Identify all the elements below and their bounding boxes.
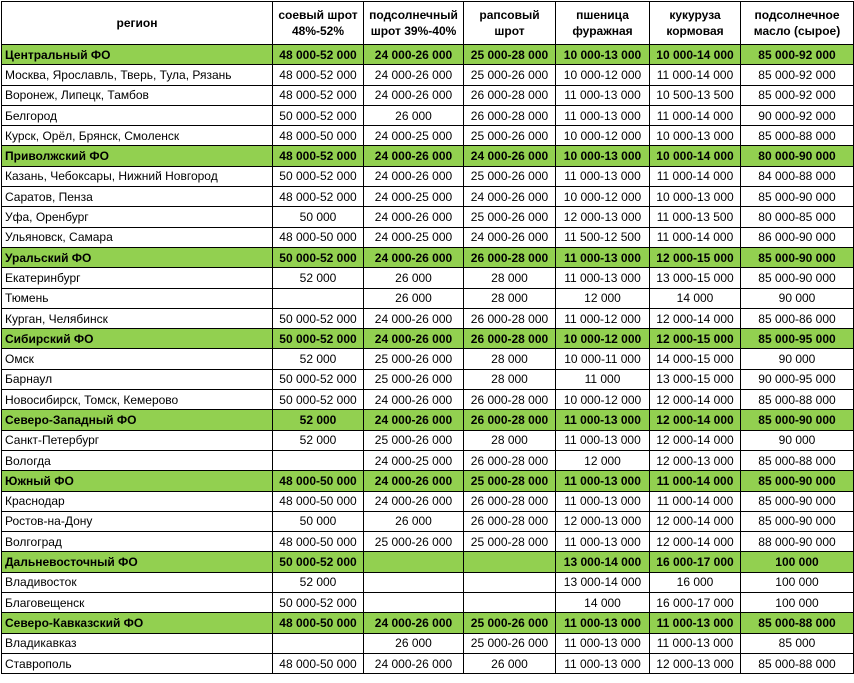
soy-meal-cell: 48 000-52 000 bbox=[273, 187, 364, 207]
feed-corn-cell: 12 000-14 000 bbox=[650, 308, 741, 328]
sunflower-meal-cell: 24 000-25 000 bbox=[364, 126, 464, 146]
rapeseed-meal-cell bbox=[464, 593, 556, 613]
rapeseed-meal-cell: 26 000 bbox=[464, 653, 556, 673]
table-row bbox=[2, 532, 854, 552]
rapeseed-meal-cell: 28 000 bbox=[464, 349, 556, 369]
sunflower-oil-cell: 84 000-88 000 bbox=[741, 166, 854, 186]
feed-corn-cell: 12 000-14 000 bbox=[650, 410, 741, 430]
soy-meal-cell: 50 000-52 000 bbox=[273, 593, 364, 613]
feed-corn-cell: 14 000 bbox=[650, 288, 741, 308]
table-row bbox=[2, 207, 854, 227]
feed-wheat-cell: 11 000-13 000 bbox=[556, 85, 650, 105]
sunflower-oil-cell: 80 000-90 000 bbox=[741, 146, 854, 166]
table-row bbox=[2, 430, 854, 450]
feed-wheat-cell: 11 000 bbox=[556, 369, 650, 389]
table-row bbox=[2, 268, 854, 288]
feed-corn-cell: 16 000-17 000 bbox=[650, 593, 741, 613]
table-row bbox=[2, 511, 854, 531]
feed-wheat-cell: 10 000-12 000 bbox=[556, 65, 650, 85]
feed-corn-cell: 12 000-14 000 bbox=[650, 532, 741, 552]
sunflower-oil-cell: 90 000 bbox=[741, 349, 854, 369]
region-cell: Дальневосточный ФО bbox=[2, 552, 273, 572]
table-row bbox=[2, 65, 854, 85]
soy-meal-cell: 48 000-50 000 bbox=[273, 471, 364, 491]
feed-corn-cell: 11 000-13 000 bbox=[650, 613, 741, 633]
table-row bbox=[2, 572, 854, 592]
rapeseed-meal-cell: 26 000-28 000 bbox=[464, 491, 556, 511]
feed-corn-cell: 14 000-15 000 bbox=[650, 349, 741, 369]
rapeseed-meal-cell: 26 000-28 000 bbox=[464, 308, 556, 328]
feed-wheat-cell: 11 000-13 000 bbox=[556, 410, 650, 430]
sunflower-oil-cell: 85 000-86 000 bbox=[741, 308, 854, 328]
soy-meal-cell: 52 000 bbox=[273, 349, 364, 369]
soy-meal-cell: 52 000 bbox=[273, 572, 364, 592]
soy-meal-cell: 48 000-50 000 bbox=[273, 126, 364, 146]
sunflower-oil-cell: 85 000-88 000 bbox=[741, 450, 854, 470]
sunflower-oil-cell: 80 000-85 000 bbox=[741, 207, 854, 227]
rapeseed-meal-cell: 25 000-26 000 bbox=[464, 166, 556, 186]
region-cell: Уфа, Оренбург bbox=[2, 207, 273, 227]
sunflower-meal-cell: 26 000 bbox=[364, 633, 464, 653]
district-row bbox=[2, 146, 854, 166]
region-cell: Краснодар bbox=[2, 491, 273, 511]
sunflower-meal-cell: 25 000-26 000 bbox=[364, 532, 464, 552]
district-row bbox=[2, 45, 854, 65]
feed-wheat-cell: 11 000-13 000 bbox=[556, 166, 650, 186]
sunflower-oil-cell: 88 000-90 000 bbox=[741, 532, 854, 552]
sunflower-meal-cell: 24 000-26 000 bbox=[364, 471, 464, 491]
feed-wheat-cell: 11 000-13 000 bbox=[556, 613, 650, 633]
soy-meal-cell: 48 000-52 000 bbox=[273, 85, 364, 105]
feed-wheat-cell: 14 000 bbox=[556, 593, 650, 613]
feed-corn-cell: 11 000-14 000 bbox=[650, 65, 741, 85]
rapeseed-meal-cell: 24 000-26 000 bbox=[464, 227, 556, 247]
sunflower-oil-cell: 85 000 bbox=[741, 633, 854, 653]
sunflower-meal-cell: 26 000 bbox=[364, 105, 464, 125]
sunflower-oil-cell: 85 000-90 000 bbox=[741, 268, 854, 288]
rapeseed-meal-cell bbox=[464, 552, 556, 572]
region-cell: Ставрополь bbox=[2, 653, 273, 673]
sunflower-meal-cell: 24 000-26 000 bbox=[364, 166, 464, 186]
feed-corn-cell: 11 000-14 000 bbox=[650, 491, 741, 511]
soy-meal-cell: 48 000-52 000 bbox=[273, 146, 364, 166]
sunflower-oil-cell: 85 000-92 000 bbox=[741, 85, 854, 105]
header-feed-corn: кукуруза кормовая bbox=[650, 2, 741, 45]
region-cell: Приволжский ФО bbox=[2, 146, 273, 166]
region-cell: Саратов, Пенза bbox=[2, 187, 273, 207]
region-cell: Центральный ФО bbox=[2, 45, 273, 65]
sunflower-meal-cell: 24 000-26 000 bbox=[364, 65, 464, 85]
soy-meal-cell: 48 000-50 000 bbox=[273, 653, 364, 673]
sunflower-meal-cell: 24 000-26 000 bbox=[364, 390, 464, 410]
feed-wheat-cell: 11 000-12 000 bbox=[556, 308, 650, 328]
sunflower-oil-cell: 85 000-92 000 bbox=[741, 45, 854, 65]
feed-corn-cell: 11 000-14 000 bbox=[650, 105, 741, 125]
feed-wheat-cell: 12 000-13 000 bbox=[556, 207, 650, 227]
feed-wheat-cell: 11 000-13 000 bbox=[556, 105, 650, 125]
sunflower-oil-cell: 85 000-90 000 bbox=[741, 491, 854, 511]
sunflower-meal-cell: 26 000 bbox=[364, 268, 464, 288]
sunflower-oil-cell: 85 000-90 000 bbox=[741, 187, 854, 207]
rapeseed-meal-cell: 26 000-28 000 bbox=[464, 329, 556, 349]
feed-wheat-cell: 10 000-13 000 bbox=[556, 45, 650, 65]
region-cell: Уральский ФО bbox=[2, 247, 273, 267]
feed-wheat-cell: 10 000-12 000 bbox=[556, 187, 650, 207]
feed-corn-cell: 11 000-14 000 bbox=[650, 227, 741, 247]
table-row bbox=[2, 450, 854, 470]
feed-corn-cell: 16 000-17 000 bbox=[650, 552, 741, 572]
sunflower-meal-cell: 24 000-26 000 bbox=[364, 613, 464, 633]
header-soy-meal: соевый шрот 48%-52% bbox=[273, 2, 364, 45]
rapeseed-meal-cell: 26 000-28 000 bbox=[464, 410, 556, 430]
rapeseed-meal-cell: 26 000-28 000 bbox=[464, 511, 556, 531]
table-row bbox=[2, 369, 854, 389]
rapeseed-meal-cell: 25 000-26 000 bbox=[464, 65, 556, 85]
soy-meal-cell: 48 000-50 000 bbox=[273, 227, 364, 247]
feed-corn-cell: 12 000-14 000 bbox=[650, 430, 741, 450]
feed-corn-cell: 12 000-14 000 bbox=[650, 511, 741, 531]
sunflower-meal-cell: 24 000-26 000 bbox=[364, 85, 464, 105]
sunflower-meal-cell: 24 000-26 000 bbox=[364, 491, 464, 511]
table-row bbox=[2, 593, 854, 613]
feed-corn-cell: 10 000-14 000 bbox=[650, 45, 741, 65]
soy-meal-cell bbox=[273, 633, 364, 653]
sunflower-meal-cell bbox=[364, 552, 464, 572]
region-cell: Сибирский ФО bbox=[2, 329, 273, 349]
sunflower-oil-cell: 85 000-88 000 bbox=[741, 390, 854, 410]
soy-meal-cell: 50 000 bbox=[273, 511, 364, 531]
feed-corn-cell: 13 000-15 000 bbox=[650, 369, 741, 389]
sunflower-oil-cell: 85 000-88 000 bbox=[741, 126, 854, 146]
feed-corn-cell: 16 000 bbox=[650, 572, 741, 592]
rapeseed-meal-cell bbox=[464, 572, 556, 592]
table-row bbox=[2, 633, 854, 653]
sunflower-oil-cell: 85 000-88 000 bbox=[741, 613, 854, 633]
feed-corn-cell: 12 000-13 000 bbox=[650, 653, 741, 673]
table-row bbox=[2, 308, 854, 328]
sunflower-oil-cell: 90 000-92 000 bbox=[741, 105, 854, 125]
table-row bbox=[2, 166, 854, 186]
soy-meal-cell: 48 000-52 000 bbox=[273, 65, 364, 85]
header-sunflower-meal: подсолнечный шрот 39%-40% bbox=[364, 2, 464, 45]
region-cell: Северо-Кавказский ФО bbox=[2, 613, 273, 633]
soy-meal-cell: 48 000-50 000 bbox=[273, 613, 364, 633]
region-cell: Екатеринбург bbox=[2, 268, 273, 288]
feed-wheat-cell: 12 000 bbox=[556, 450, 650, 470]
region-cell: Барнаул bbox=[2, 369, 273, 389]
soy-meal-cell bbox=[273, 450, 364, 470]
table-row bbox=[2, 126, 854, 146]
sunflower-oil-cell: 86 000-90 000 bbox=[741, 227, 854, 247]
header-feed-wheat: пшеница фуражная bbox=[556, 2, 650, 45]
rapeseed-meal-cell: 26 000-28 000 bbox=[464, 85, 556, 105]
sunflower-meal-cell: 24 000-26 000 bbox=[364, 45, 464, 65]
sunflower-meal-cell: 24 000-26 000 bbox=[364, 146, 464, 166]
feed-corn-cell: 13 000-15 000 bbox=[650, 268, 741, 288]
region-cell: Южный ФО bbox=[2, 471, 273, 491]
feed-corn-cell: 10 000-14 000 bbox=[650, 146, 741, 166]
header-sunflower-oil: подсолнечное масло (сырое) bbox=[741, 2, 854, 45]
feed-wheat-cell: 10 000-12 000 bbox=[556, 126, 650, 146]
sunflower-oil-cell: 100 000 bbox=[741, 593, 854, 613]
region-cell: Ростов-на-Дону bbox=[2, 511, 273, 531]
sunflower-oil-cell: 90 000 bbox=[741, 288, 854, 308]
region-cell: Курган, Челябинск bbox=[2, 308, 273, 328]
feed-wheat-cell: 11 000-13 000 bbox=[556, 491, 650, 511]
region-cell: Ульяновск, Самара bbox=[2, 227, 273, 247]
soy-meal-cell: 52 000 bbox=[273, 410, 364, 430]
region-cell: Северо-Западный ФО bbox=[2, 410, 273, 430]
soy-meal-cell: 50 000-52 000 bbox=[273, 247, 364, 267]
rapeseed-meal-cell: 26 000-28 000 bbox=[464, 105, 556, 125]
region-cell: Москва, Ярославль, Тверь, Тула, Рязань bbox=[2, 65, 273, 85]
soy-meal-cell: 50 000-52 000 bbox=[273, 105, 364, 125]
table-row bbox=[2, 288, 854, 308]
sunflower-oil-cell: 85 000-90 000 bbox=[741, 410, 854, 430]
sunflower-meal-cell: 24 000-26 000 bbox=[364, 329, 464, 349]
soy-meal-cell: 50 000-52 000 bbox=[273, 308, 364, 328]
table-row bbox=[2, 227, 854, 247]
sunflower-meal-cell: 24 000-26 000 bbox=[364, 410, 464, 430]
feed-wheat-cell: 10 000-11 000 bbox=[556, 349, 650, 369]
region-cell: Владикавказ bbox=[2, 633, 273, 653]
feed-wheat-cell: 13 000-14 000 bbox=[556, 572, 650, 592]
feed-corn-cell: 12 000-13 000 bbox=[650, 450, 741, 470]
feed-wheat-cell: 12 000-13 000 bbox=[556, 511, 650, 531]
feed-wheat-cell: 11 000-13 000 bbox=[556, 471, 650, 491]
rapeseed-meal-cell: 25 000-26 000 bbox=[464, 613, 556, 633]
soy-meal-cell: 50 000-52 000 bbox=[273, 329, 364, 349]
region-cell: Казань, Чебоксары, Нижний Новгород bbox=[2, 166, 273, 186]
district-row bbox=[2, 247, 854, 267]
rapeseed-meal-cell: 28 000 bbox=[464, 268, 556, 288]
soy-meal-cell: 48 000-50 000 bbox=[273, 491, 364, 511]
feed-corn-cell: 12 000-14 000 bbox=[650, 390, 741, 410]
soy-meal-cell: 50 000-52 000 bbox=[273, 390, 364, 410]
feed-wheat-cell: 11 000-13 000 bbox=[556, 532, 650, 552]
sunflower-oil-cell: 85 000-88 000 bbox=[741, 653, 854, 673]
district-row bbox=[2, 410, 854, 430]
soy-meal-cell: 52 000 bbox=[273, 268, 364, 288]
sunflower-meal-cell: 24 000-25 000 bbox=[364, 450, 464, 470]
feed-corn-cell: 11 000-14 000 bbox=[650, 166, 741, 186]
soy-meal-cell: 50 000 bbox=[273, 207, 364, 227]
sunflower-meal-cell: 25 000-26 000 bbox=[364, 349, 464, 369]
rapeseed-meal-cell: 28 000 bbox=[464, 288, 556, 308]
feed-corn-cell: 10 000-13 000 bbox=[650, 187, 741, 207]
feed-corn-cell: 11 000-13 500 bbox=[650, 207, 741, 227]
soy-meal-cell: 50 000-52 000 bbox=[273, 552, 364, 572]
rapeseed-meal-cell: 26 000-28 000 bbox=[464, 247, 556, 267]
feed-wheat-cell: 12 000 bbox=[556, 288, 650, 308]
sunflower-oil-cell: 85 000-90 000 bbox=[741, 511, 854, 531]
feed-wheat-cell: 10 000-13 000 bbox=[556, 146, 650, 166]
soy-meal-cell: 52 000 bbox=[273, 430, 364, 450]
region-cell: Вологда bbox=[2, 450, 273, 470]
table-row bbox=[2, 390, 854, 410]
soy-meal-cell: 48 000-50 000 bbox=[273, 532, 364, 552]
feed-wheat-cell: 11 000-13 000 bbox=[556, 268, 650, 288]
sunflower-oil-cell: 85 000-95 000 bbox=[741, 329, 854, 349]
table-row bbox=[2, 653, 854, 673]
feed-wheat-cell: 11 500-12 500 bbox=[556, 227, 650, 247]
region-cell: Курск, Орёл, Брянск, Смоленск bbox=[2, 126, 273, 146]
sunflower-oil-cell: 90 000 bbox=[741, 430, 854, 450]
soy-meal-cell: 50 000-52 000 bbox=[273, 369, 364, 389]
rapeseed-meal-cell: 24 000-26 000 bbox=[464, 187, 556, 207]
sunflower-meal-cell bbox=[364, 593, 464, 613]
feed-corn-cell: 11 000-13 000 bbox=[650, 633, 741, 653]
district-row bbox=[2, 471, 854, 491]
sunflower-oil-cell: 100 000 bbox=[741, 572, 854, 592]
feed-wheat-cell: 10 000-12 000 bbox=[556, 390, 650, 410]
table-row bbox=[2, 85, 854, 105]
table-row bbox=[2, 349, 854, 369]
sunflower-oil-cell: 100 000 bbox=[741, 552, 854, 572]
region-cell: Владивосток bbox=[2, 572, 273, 592]
table-row bbox=[2, 187, 854, 207]
sunflower-oil-cell: 85 000-92 000 bbox=[741, 65, 854, 85]
sunflower-meal-cell: 24 000-26 000 bbox=[364, 207, 464, 227]
sunflower-meal-cell: 25 000-26 000 bbox=[364, 430, 464, 450]
sunflower-oil-cell: 90 000-95 000 bbox=[741, 369, 854, 389]
header-region: регион bbox=[2, 2, 273, 45]
sunflower-meal-cell: 25 000-26 000 bbox=[364, 369, 464, 389]
header-row bbox=[2, 2, 854, 45]
district-row bbox=[2, 329, 854, 349]
feed-corn-cell: 11 000-14 000 bbox=[650, 471, 741, 491]
rapeseed-meal-cell: 25 000-26 000 bbox=[464, 126, 556, 146]
sunflower-meal-cell: 26 000 bbox=[364, 288, 464, 308]
region-cell: Белгород bbox=[2, 105, 273, 125]
district-row bbox=[2, 613, 854, 633]
rapeseed-meal-cell: 24 000-26 000 bbox=[464, 146, 556, 166]
feed-wheat-cell: 11 000-13 000 bbox=[556, 653, 650, 673]
price-table bbox=[1, 1, 854, 674]
rapeseed-meal-cell: 25 000-26 000 bbox=[464, 207, 556, 227]
region-cell: Благовещенск bbox=[2, 593, 273, 613]
sunflower-meal-cell: 24 000-26 000 bbox=[364, 653, 464, 673]
rapeseed-meal-cell: 25 000-28 000 bbox=[464, 532, 556, 552]
rapeseed-meal-cell: 26 000-28 000 bbox=[464, 450, 556, 470]
soy-meal-cell: 50 000-52 000 bbox=[273, 166, 364, 186]
region-cell: Омск bbox=[2, 349, 273, 369]
region-cell: Новосибирск, Томск, Кемерово bbox=[2, 390, 273, 410]
feed-wheat-cell: 11 000-13 000 bbox=[556, 633, 650, 653]
feed-corn-cell: 10 500-13 500 bbox=[650, 85, 741, 105]
rapeseed-meal-cell: 25 000-28 000 bbox=[464, 471, 556, 491]
soy-meal-cell bbox=[273, 288, 364, 308]
district-row bbox=[2, 552, 854, 572]
rapeseed-meal-cell: 28 000 bbox=[464, 430, 556, 450]
region-cell: Тюмень bbox=[2, 288, 273, 308]
feed-wheat-cell: 13 000-14 000 bbox=[556, 552, 650, 572]
rapeseed-meal-cell: 28 000 bbox=[464, 369, 556, 389]
region-cell: Санкт-Петербург bbox=[2, 430, 273, 450]
region-cell: Воронеж, Липецк, Тамбов bbox=[2, 85, 273, 105]
region-cell: Волгоград bbox=[2, 532, 273, 552]
feed-wheat-cell: 10 000-12 000 bbox=[556, 329, 650, 349]
header-rapeseed-meal: рапсовый шрот bbox=[464, 2, 556, 45]
table-row bbox=[2, 491, 854, 511]
rapeseed-meal-cell: 25 000-26 000 bbox=[464, 633, 556, 653]
sunflower-oil-cell: 85 000-90 000 bbox=[741, 471, 854, 491]
table-row bbox=[2, 105, 854, 125]
feed-wheat-cell: 11 000-13 000 bbox=[556, 430, 650, 450]
sunflower-meal-cell: 24 000-25 000 bbox=[364, 187, 464, 207]
rapeseed-meal-cell: 25 000-28 000 bbox=[464, 45, 556, 65]
feed-corn-cell: 12 000-15 000 bbox=[650, 329, 741, 349]
sunflower-meal-cell: 24 000-25 000 bbox=[364, 227, 464, 247]
sunflower-meal-cell: 26 000 bbox=[364, 511, 464, 531]
feed-corn-cell: 12 000-15 000 bbox=[650, 247, 741, 267]
sunflower-meal-cell: 24 000-26 000 bbox=[364, 308, 464, 328]
sunflower-oil-cell: 85 000-90 000 bbox=[741, 247, 854, 267]
feed-wheat-cell: 11 000-13 000 bbox=[556, 247, 650, 267]
soy-meal-cell: 48 000-52 000 bbox=[273, 45, 364, 65]
feed-corn-cell: 10 000-13 000 bbox=[650, 126, 741, 146]
sunflower-meal-cell bbox=[364, 572, 464, 592]
sunflower-meal-cell: 24 000-26 000 bbox=[364, 247, 464, 267]
rapeseed-meal-cell: 26 000-28 000 bbox=[464, 390, 556, 410]
